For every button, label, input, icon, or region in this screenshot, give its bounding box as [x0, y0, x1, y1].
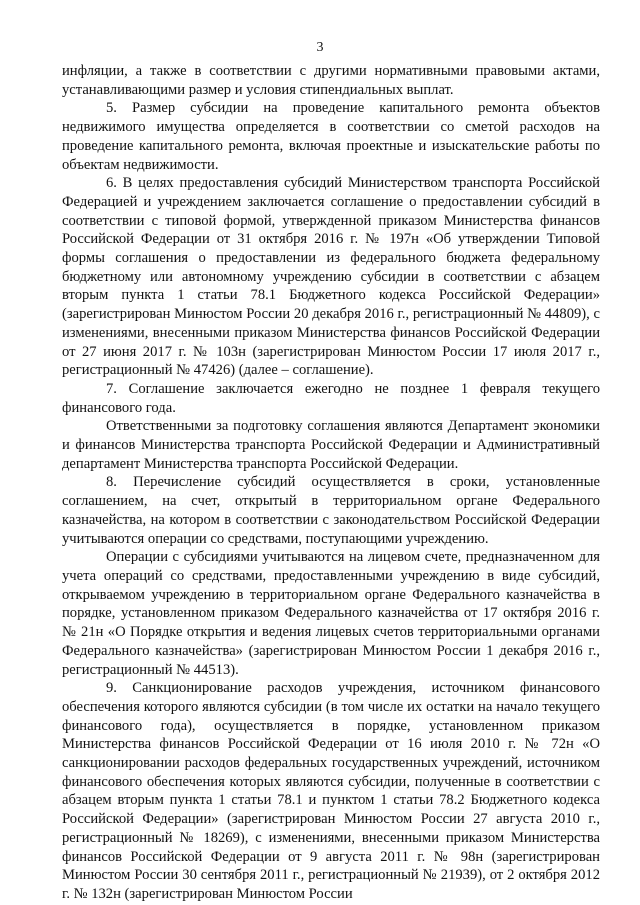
paragraph-7-responsible: Ответственными за подготовку соглашения являются Департамент экономики и финансов Министерства транспорта Российской Федерации и Административный департамент Министерства транспорта Российской Федерации. — [62, 418, 600, 472]
paragraph-5: 5. Размер субсидии на проведение капитального ремонта объектов недвижимого имущества определяется в соответствии со сметой расходов на проведение капитального ремонта, включая проектные и изыскательские работы по объектам недвижимости. — [62, 100, 600, 173]
paragraph-continuation: инфляции, а также в соответствии с другими нормативными правовыми актами, устанавливающими размер и условия стипендиальных выплат. — [62, 63, 600, 98]
paragraph-8: 8. Перечисление субсидий осуществляется в сроки, установленные соглашением, на счет, открытый в территориальном органе Федерального казначейства, на котором в соответствии с законодательством Российской Федерации учитываются операции со средствами, поступающими учреждению. — [62, 474, 600, 547]
paragraph-9: 9. Санкционирование расходов учреждения, источником финансового обеспечения которого являются субсидии (в том числе их остатки на начало текущего финансового года), осуществляется в порядке, установленном приказом Министерства финансов Российской Федерации от 16 июля 2010 г. № 72н «О санкционировании расходов федеральных государственных учреждений, источником финансового обеспечения которых являются субсидии, полученные в соответствии с абзацем вторым пункта 1 статьи 78.1 и пунктом 1 статьи 78.2 Бюджетного кодекса Российской Федерации» (зарегистрирован Минюстом России 27 августа 2010 г., регистрационный № 18269), с изменениями, внесенными приказом Министерства финансов Российской Федерации от 9 августа 2011 г. № 98н (зарегистрирован Минюстом России 30 сентября 2011 г., регистрационный № 21939), от 2 октября 2012 г. № 132н (зарегистрирован Минюстом России — [62, 680, 600, 902]
paragraph-6: 6. В целях предоставления субсидий Министерством транспорта Российской Федерацией и учреждением заключается соглашение о предоставлении субсидий в соответствии с типовой формой, утвержденной приказом Министерства финансов Российской Федерации от 31 октября 2016 г. № 197н «Об утверждении Типовой формы соглашения о предоставлении из федерального бюджета федеральному бюджетному или автономному учреждению субсидии в соответствии с абзацем вторым пункта 1 статьи 78.1 Бюджетного кодекса Российской Федерации» (зарегистрирован Минюстом России 20 декабря 2016 г., регистрационный № 44809), с изменениями, внесенными приказом Министерства финансов Российской Федерации от 27 июня 2017 г. № 103н (зарегистрирован Минюстом России 17 июля 2017 г., регистрационный № 47426) (далее – соглашение). — [62, 175, 600, 379]
paragraph-7: 7. Соглашение заключается ежегодно не позднее 1 февраля текущего финансового года. — [62, 380, 600, 416]
document-body — [62, 62, 600, 904]
paragraph-8-operations: Операции с субсидиями учитываются на лицевом счете, предназначенном для учета операций со средствами, предоставленными учреждению в виде субсидий, открываемом учреждению в территориальном органе Федерального казначейства в порядке, установленном приказом Федерального казначейства от 17 октября 2016 г. № 21н «О Порядке открытия и ведения лицевых счетов территориальными органами Федерального казначейства» (зарегистрирован Минюстом России 1 декабря 2016 г., регистрационный № 44513). — [62, 549, 600, 678]
page-number: 3 — [316, 40, 324, 55]
